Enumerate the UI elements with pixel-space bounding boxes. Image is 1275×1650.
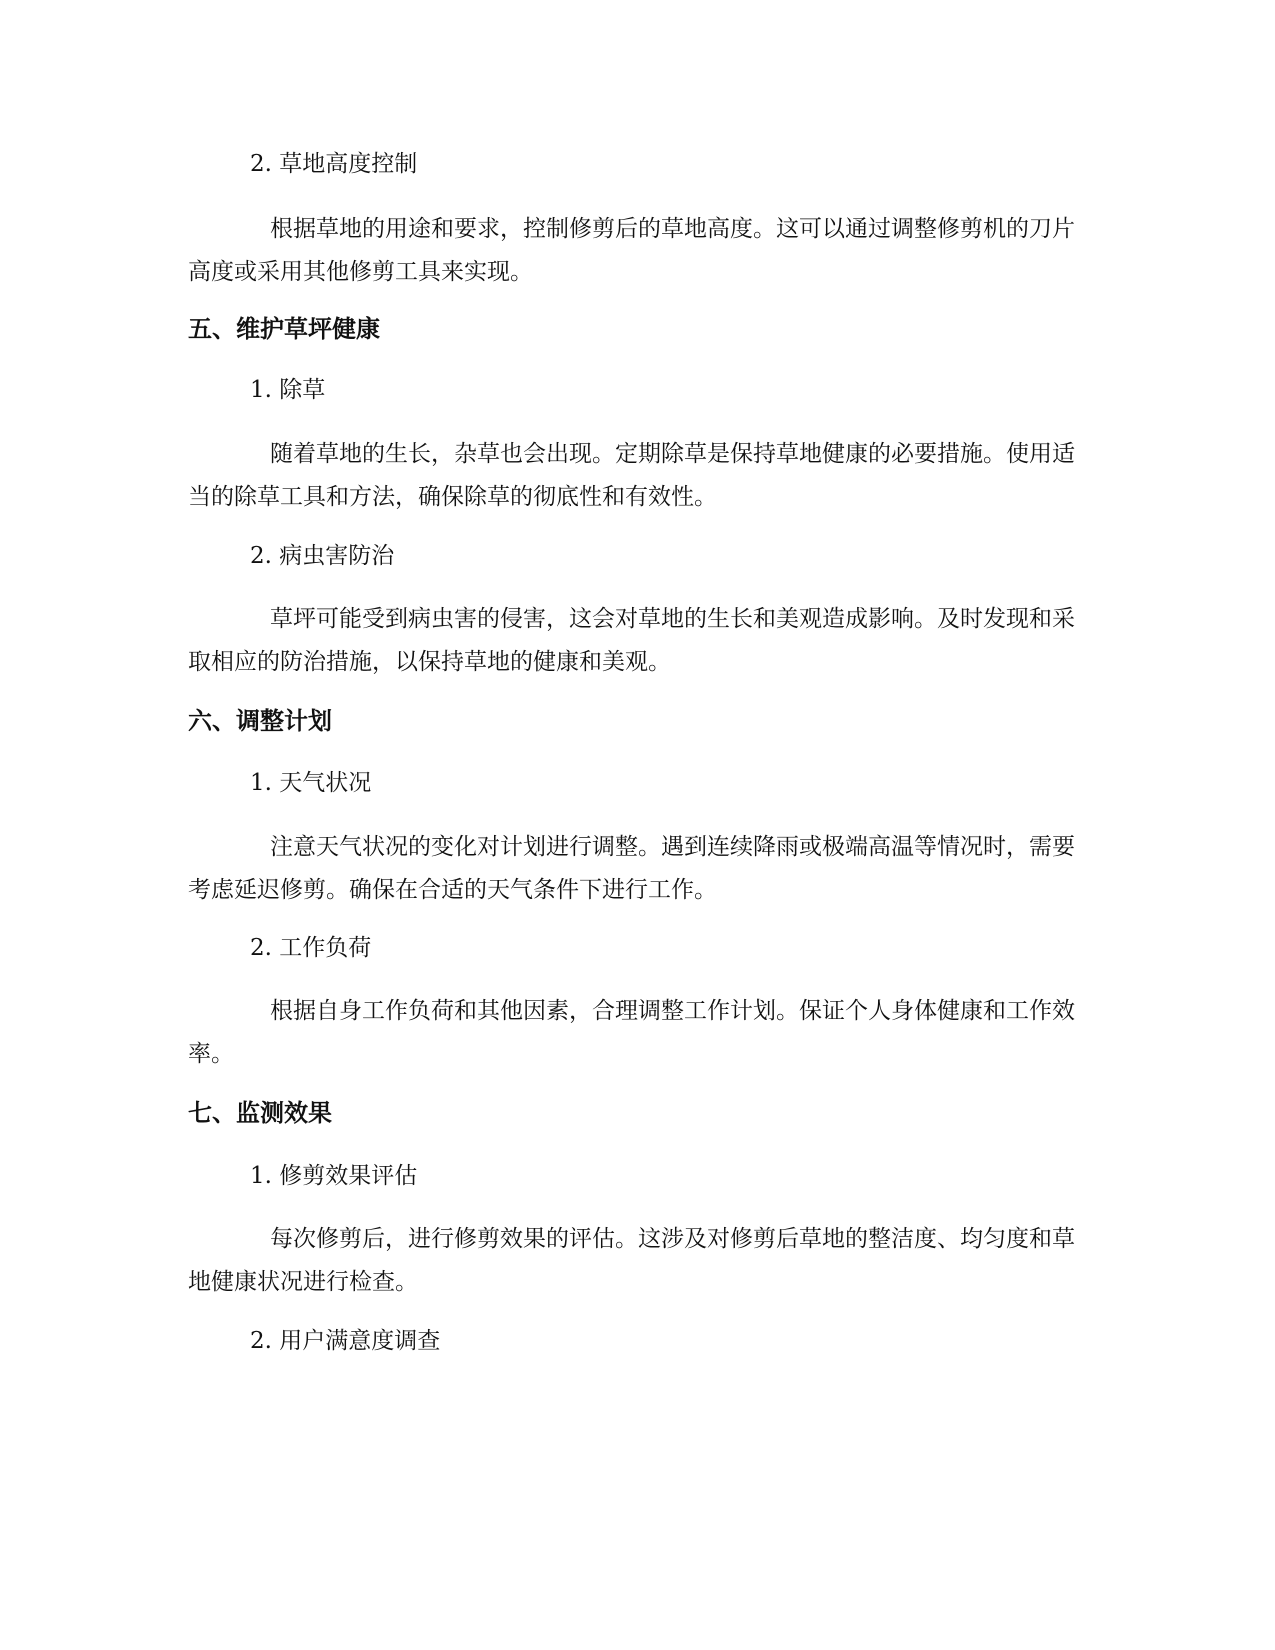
paragraph-weeding: 随着草地的生长，杂草也会出现。定期除草是保持草地健康的必要措施。使用适当的除草工具和方法，确保除草的彻底性和有效性。 [188,441,1075,510]
section-heading-5: 五、维护草坪健康 [188,315,380,343]
list-item-weeding: 1. 除草 [250,377,326,403]
paragraph-workload: 根据自身工作负荷和其他因素，合理调整工作计划。保证个人身体健康和工作效率。 [188,998,1075,1067]
list-item-workload: 2. 工作负荷 [250,935,372,961]
section-heading-7: 七、监测效果 [188,1099,332,1127]
paragraph-trim-evaluation: 每次修剪后，进行修剪效果的评估。这涉及对修剪后草地的整洁度、均匀度和草地健康状况进行检查。 [188,1226,1075,1295]
list-item-pest-control: 2. 病虫害防治 [250,543,395,569]
list-item-weather: 1. 天气状况 [250,770,372,796]
paragraph-pest-control: 草坪可能受到病虫害的侵害，这会对草地的生长和美观造成影响。及时发现和采取相应的防治措施，以保持草地的健康和美观。 [188,606,1075,675]
list-item-user-satisfaction: 2. 用户满意度调查 [250,1328,441,1354]
list-item-trim-evaluation: 1. 修剪效果评估 [250,1163,418,1189]
paragraph-weather: 注意天气状况的变化对计划进行调整。遇到连续降雨或极端高温等情况时，需要考虑延迟修剪。确保在合适的天气条件下进行工作。 [188,834,1075,903]
list-item-grass-height-control: 2. 草地高度控制 [250,151,418,177]
paragraph-grass-height-control: 根据草地的用途和要求，控制修剪后的草地高度。这可以通过调整修剪机的刀片高度或采用其他修剪工具来实现。 [188,216,1075,285]
section-heading-6: 六、调整计划 [188,707,332,735]
